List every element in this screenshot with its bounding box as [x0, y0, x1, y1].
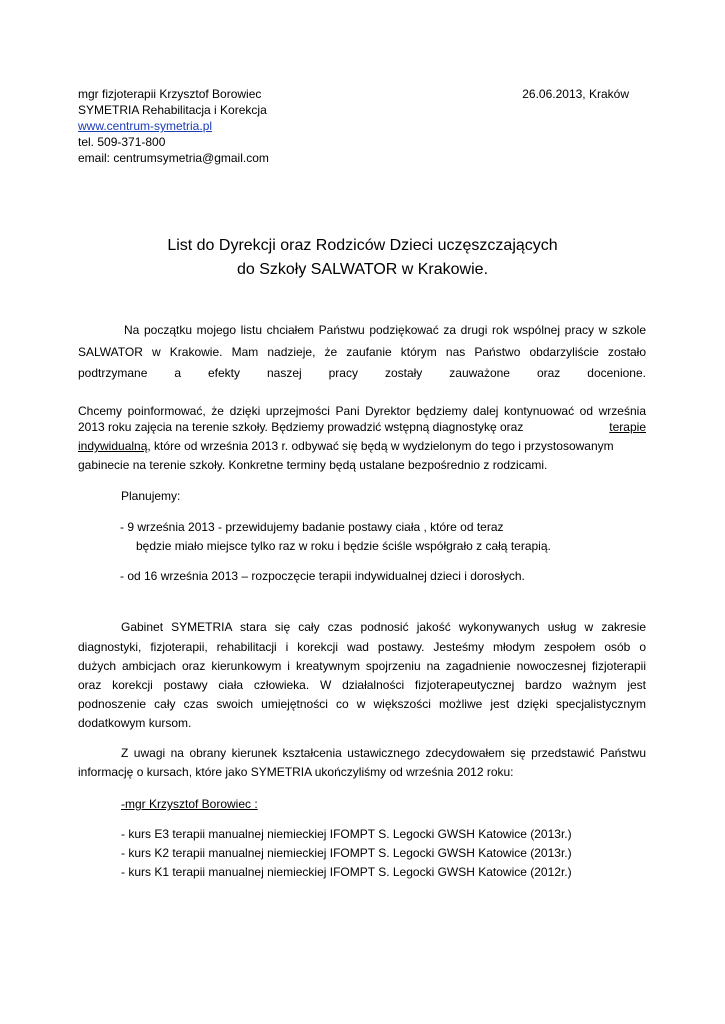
- paragraph3-line3: dużych ambicjach oraz kierunkowym i kreatywnym spojrzeniu na zagadnienie nowoczesnej fizjoterapii: [78, 659, 646, 673]
- phone-number: tel. 509-371-800: [78, 135, 166, 149]
- course-person: -mgr Krzysztof Borowiec :: [121, 797, 258, 811]
- sender-name: mgr fizjoterapii Krzysztof Borowiec: [78, 87, 262, 101]
- paragraph2-line1: Chcemy poinformować, że dzięki uprzejmości Pani Dyrektor będziemy dalej kontynuować od września: [78, 404, 646, 418]
- plan-item1-line2: będzie miało miejsce tylko raz w roku i będzie ściśle współgrało z całą terapią.: [136, 539, 551, 553]
- paragraph3-line1: Gabinet SYMETRIA stara się cały czas podnosić jakość wykonywanych usług w zakresie: [121, 620, 646, 634]
- letter-title-line1: List do Dyrekcji oraz Rodziców Dzieci uczęszczających: [167, 237, 558, 254]
- paragraph3-line5: podnoszenie cały czas swoich umiejętności co w większości możliwe jest dzięki specjalistycznym: [78, 697, 646, 711]
- course-item: - kurs K2 terapii manualnej niemieckiej IFOMPT S. Legocki GWSH Katowice (2013r.): [121, 846, 572, 860]
- email-address: email: centrumsymetria@gmail.com: [78, 151, 269, 165]
- paragraph2-line3: [78, 438, 614, 454]
- paragraph1-line3: podtrzymane a efekty naszej pracy zostały zauważone oraz docenione.: [78, 366, 646, 380]
- course-item: - kurs K1 terapii manualnej niemieckiej IFOMPT S. Legocki GWSH Katowice (2012r.): [121, 865, 572, 879]
- paragraph2-line3-text: , które od września 2013 r. odbywać się będą w wydzielonym do tego i przystosowanym: [147, 439, 614, 453]
- therapy-underlined-text: terapie: [609, 420, 646, 434]
- company-name: SYMETRIA Rehabilitacja i Korekcja: [78, 103, 267, 117]
- paragraph2-line2-text: 2013 roku zajęcia na terenie szkoły. Będziemy prowadzić wstępną diagnostykę oraz: [78, 420, 524, 434]
- paragraph1-line2: SALWATOR w Krakowie. Mam nadzieje, że zaufanie którym nas Państwo obdarzyliście zostało: [78, 345, 646, 359]
- paragraph1-line1: Na początku mojego listu chciałem Państwu podziękować za drugi rok wspólnej pracy w szkole: [124, 323, 646, 337]
- paragraph3-line4: oraz korekcji postawy ciała człowieka. W działalności fizjoterapeutycznej bardzo ważnym jest: [78, 678, 646, 692]
- date-place: 26.06.2013, Kraków: [522, 87, 629, 101]
- plans-heading: Planujemy:: [121, 489, 181, 503]
- paragraph3-line6: dodatkowym kursom.: [78, 716, 192, 730]
- letter-title-line2: do Szkoły SALWATOR w Krakowie.: [236, 261, 489, 278]
- paragraph3-line2: diagnostyki, fizjoterapii, rehabilitacji i korekcji wad postawy. Jesteśmy młodym zespołem osób o: [78, 640, 646, 654]
- course-item: - kurs E3 terapii manualnej niemieckiej IFOMPT S. Legocki GWSH Katowice (2013r.): [121, 827, 572, 841]
- plan-item2: - od 16 września 2013 – rozpoczęcie terapii indywidualnej dzieci i dorosłych.: [120, 569, 525, 583]
- website-link[interactable]: www.centrum-symetria.pl: [78, 119, 213, 133]
- paragraph2-line4: gabinecie na terenie szkoły. Konkretne terminy będą ustalane bezpośrednio z rodzicami.: [78, 458, 548, 472]
- paragraph2-line2: [78, 419, 646, 435]
- individual-underlined-text: indywidualną: [78, 439, 148, 453]
- plan-item1-line1: - 9 września 2013 - przewidujemy badanie postawy ciała , które od teraz: [120, 520, 504, 534]
- paragraph4-line2: informację o kursach, które jako SYMETRIA ukończyliśmy od września 2012 roku:: [78, 765, 514, 779]
- paragraph4-line1: Z uwagi na obrany kierunek kształcenia ustawicznego zdecydowałem się przedstawić Państwu: [121, 746, 646, 760]
